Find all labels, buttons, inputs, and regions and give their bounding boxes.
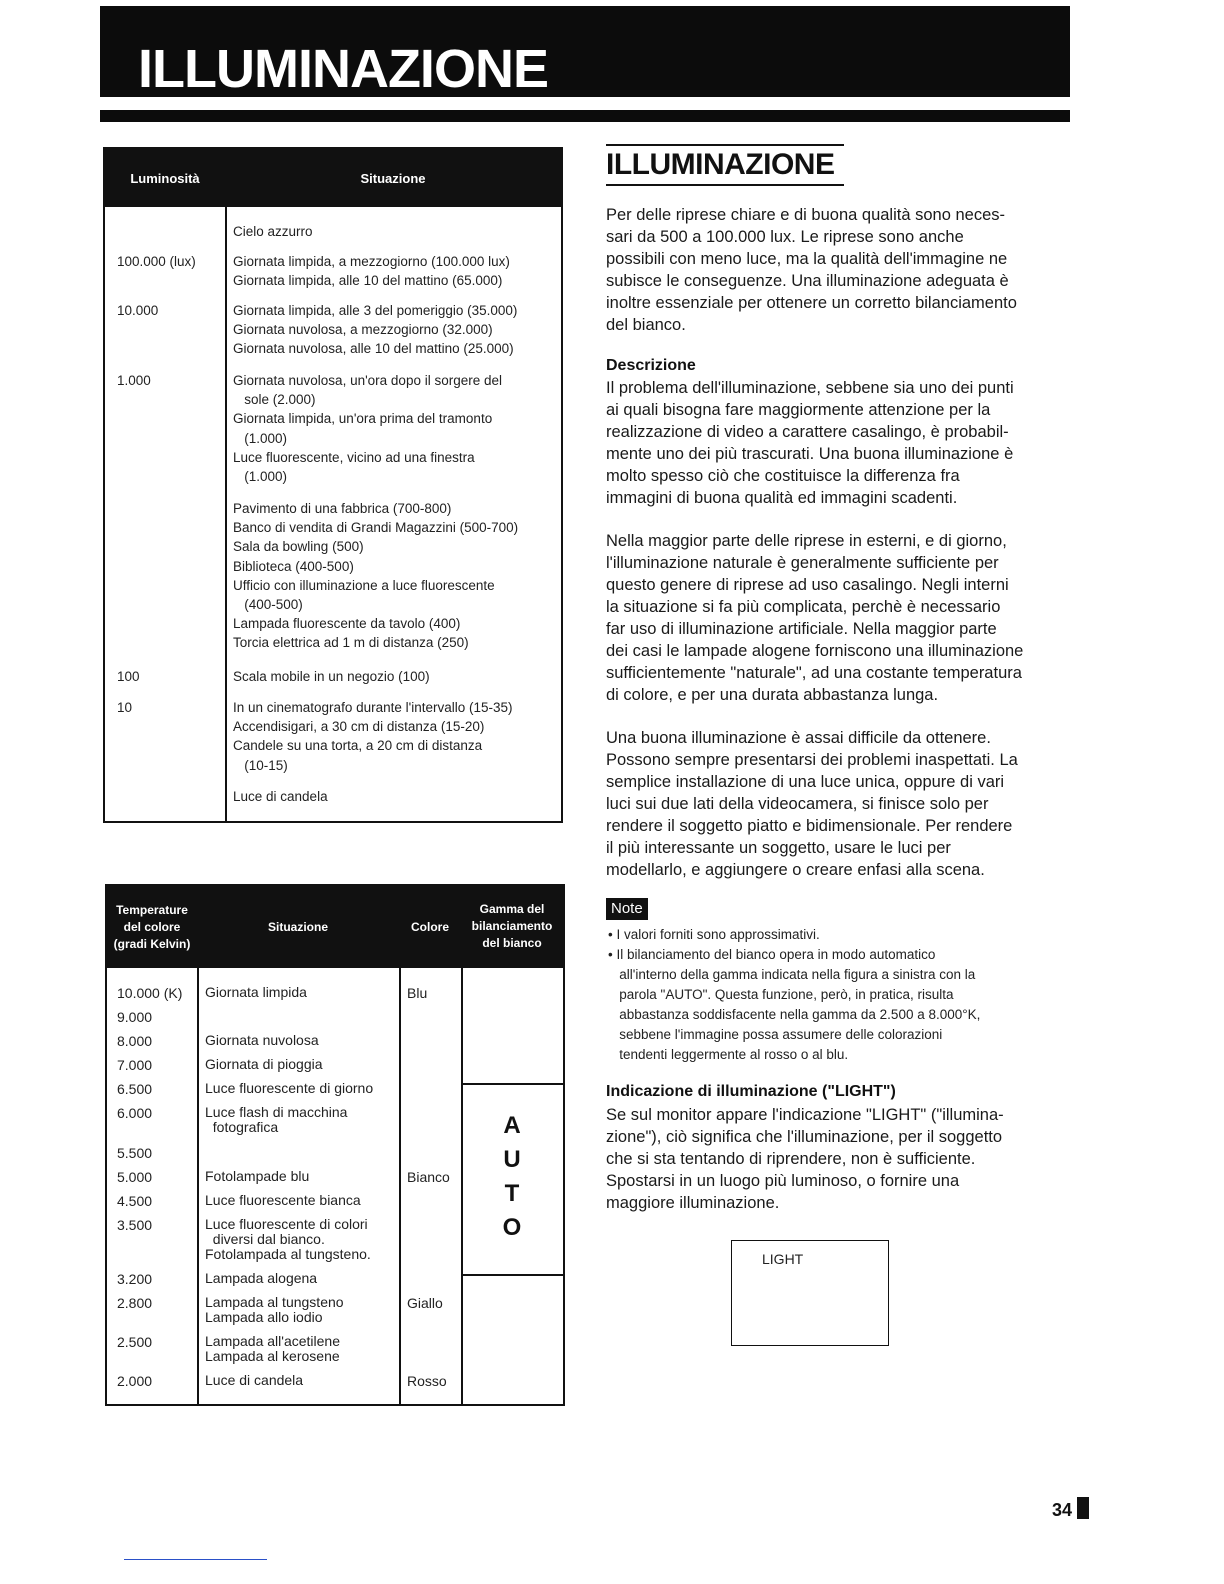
intro-line: del bianco. — [606, 316, 686, 334]
situazione-line: Candele su una torta, a 20 cm di distanza — [233, 738, 483, 754]
para2-line: Nella maggior parte delle riprese in esterni, e di giorno, — [606, 532, 1007, 550]
para3-line: rendere il soggetto piatto e bidimensionale. Per rendere — [606, 817, 1013, 835]
situazione-line: Giornata nuvolosa, alle 10 del mattino (25.000) — [233, 341, 514, 357]
header-situazione: Situazione — [360, 171, 426, 186]
situazione-line: Lampada alogena — [205, 1270, 318, 1286]
light_text-line: Se sul monitor appare l'indicazione "LIGHT" ("illumina- — [606, 1106, 1004, 1124]
good-lighting-paragraph — [606, 727, 1018, 881]
header-luminosita: Luminosità — [130, 171, 200, 186]
natural-light-paragraph — [606, 530, 1023, 706]
color-temperature-table — [105, 884, 565, 1406]
situazione-line: Luce di candela — [233, 789, 328, 804]
kelvin-cell: 4.500 — [117, 1193, 153, 1209]
para2-line: dei casi le lampade alogene forniscono una illuminazione — [606, 642, 1024, 660]
para2-line: far uso di illuminazione artificiale. Nella maggior parte — [606, 620, 997, 638]
situazione-line: Fotolampade blu — [205, 1168, 310, 1184]
situazione-line: Luce flash di macchina — [205, 1104, 348, 1120]
page-marker — [1077, 1497, 1089, 1519]
note-line: sebbene l'immagine possa assumere delle colorazioni — [608, 1027, 943, 1042]
luminosita-cell: 1.000 — [117, 373, 151, 388]
luminosita-cell: 10.000 — [117, 303, 159, 318]
note-badge: Note — [606, 898, 648, 920]
footer-line — [124, 1559, 267, 1560]
para3-line: Possono sempre presentarsi dei problemi inaspettati. La — [606, 751, 1018, 769]
situazione-line: (1.000) — [233, 430, 288, 446]
situazione-line: Luce fluorescente di colori — [205, 1216, 368, 1232]
section-title-underline — [606, 184, 844, 186]
situazione-line: Luce fluorescente di giorno — [205, 1080, 374, 1096]
column-divider — [225, 149, 227, 821]
auto-letter: O — [502, 1214, 522, 1241]
auto-letter: T — [504, 1180, 520, 1207]
situazione-line: (400-500) — [233, 597, 303, 612]
situazione-line: Giornata limpida, alle 10 del mattino (65.000) — [233, 273, 503, 289]
auto-range-bottom-rule — [461, 1274, 563, 1276]
situazione-line: Giornata limpida, un'ora prima del tramonto — [233, 411, 493, 427]
situazione-line: Lampada al kerosene — [205, 1348, 340, 1364]
note-line: parola "AUTO". Questa funzione, però, in pratica, risulta — [608, 987, 954, 1002]
para3-line: il più interessante un soggetto, usare le luci per — [606, 839, 951, 857]
kelvin-cell: 6.500 — [117, 1081, 153, 1097]
kelvin-cell: 2.500 — [117, 1334, 153, 1350]
notes-list — [608, 925, 980, 1065]
descrizione-line: mente uno dei più trascurati. Una buona illuminazione è — [606, 445, 1014, 463]
header-rule — [100, 110, 1070, 122]
situazione-line: Giornata limpida — [205, 984, 307, 1000]
descrizione-line: Il problema dell'illuminazione, sebbene sia uno dei punti — [606, 379, 1014, 397]
situazione-line: (1.000) — [233, 469, 288, 484]
kelvin-cell: 6.000 — [117, 1105, 153, 1121]
descrizione-paragraph — [606, 377, 1014, 509]
kelvin-cell: 7.000 — [117, 1057, 153, 1073]
light_text-line: Spostarsi in un luogo più luminoso, o fornire una — [606, 1172, 960, 1190]
column-divider — [461, 886, 463, 1404]
kelvin-cell: 2.800 — [117, 1295, 153, 1311]
situazione-line: Fotolampada al tungsteno. — [205, 1246, 371, 1262]
header-temperature-line: Temperature — [116, 903, 188, 917]
para2-line: questo genere di riprese ad uso casalingo. Negli interni — [606, 576, 1009, 594]
para3-line: semplice installazione di una luce unica, oppure di vari — [606, 773, 1005, 791]
situazione-line: Luce fluorescente, vicino ad una finestra — [233, 449, 475, 465]
kelvin-cell: 3.500 — [117, 1217, 153, 1233]
page-number: 34 — [1052, 1500, 1073, 1520]
light_text-line: che si sta tentando di riprendere, non è sufficiente. — [606, 1150, 976, 1168]
kelvin-cell: 10.000 (K) — [117, 985, 183, 1001]
column-divider — [399, 886, 401, 1404]
situazione-line: Lampada fluorescente da tavolo (400) — [233, 616, 461, 632]
section-title-overline — [606, 144, 844, 146]
auto-range-top-rule — [461, 1083, 563, 1085]
light-indicator-paragraph — [606, 1104, 1004, 1214]
colore-cell: Blu — [407, 985, 428, 1001]
header-colore: Colore — [410, 920, 449, 934]
situazione-line: Lampada allo iodio — [205, 1309, 323, 1325]
header-situazione: Situazione — [267, 920, 328, 934]
luminosita-cell: 10 — [117, 700, 133, 715]
kelvin-cell: 3.200 — [117, 1271, 153, 1287]
note-line: tendenti leggermente al rosso o al blu. — [608, 1047, 849, 1062]
situazione-line: Biblioteca (400-500) — [233, 558, 354, 574]
intro-paragraph — [606, 204, 1017, 336]
descrizione-line: ai quali bisogna fare maggiormente attenzione per la — [606, 401, 991, 419]
colore-cell: Rosso — [407, 1373, 447, 1389]
para3-line: modellarlo, e aggiungere o creare enfasi alla scena. — [606, 861, 985, 879]
situazione-line: Giornata nuvolosa, a mezzogiorno (32.000) — [233, 322, 493, 338]
situazione-line: Scala mobile in un negozio (100) — [233, 669, 430, 684]
situazione-line: Luce di candela — [205, 1372, 304, 1388]
situazione-line: Luce fluorescente bianca — [205, 1192, 361, 1208]
intro-line: sari da 500 a 100.000 lux. Le riprese sono anche — [606, 228, 964, 246]
situazione-line: Giornata limpida, alle 3 del pomeriggio (35.000) — [233, 303, 518, 318]
para2-line: di colore, e per una durata abbastanza lunga. — [606, 686, 939, 704]
kelvin-cell: 5.500 — [117, 1145, 153, 1161]
situazione-line: (10-15) — [233, 757, 288, 773]
descrizione-line: immagini di buona qualità ed immagini scadenti. — [606, 489, 958, 507]
situazione-line: sole (2.000) — [233, 392, 316, 408]
kelvin-cell: 9.000 — [117, 1009, 153, 1025]
situazione-line: Torcia elettrica ad 1 m di distanza (250) — [233, 635, 469, 651]
situazione-line: Ufficio con illuminazione a luce fluorescente — [233, 577, 495, 593]
note-line: • I valori forniti sono approssimativi. — [608, 927, 820, 942]
section-title: ILLUMINAZIONE — [606, 148, 835, 181]
light-indicator-heading: Indicazione di illuminazione ("LIGHT") — [606, 1083, 896, 1100]
note-line: all'interno della gamma indicata nella figura a sinistra con la — [608, 967, 976, 982]
descrizione-line: molto spesso ciò che costituisce la differenza fra — [606, 467, 960, 485]
header-gamma-line: Gamma del — [479, 902, 545, 916]
header-gamma-line: bilanciamento — [471, 919, 553, 933]
para3-line: Una buona illuminazione è assai difficile da ottenere. — [606, 729, 991, 747]
header-temperature — [107, 902, 197, 953]
para3-line: luci sui due lati della videocamera, si finisce solo per — [606, 795, 989, 813]
colore-cell: Giallo — [407, 1295, 443, 1311]
situazione-line: Giornata nuvolosa, un'ora dopo il sorgere del — [233, 373, 502, 388]
auto-letter: A — [503, 1112, 521, 1139]
situazione-line: In un cinematografo durante l'intervallo (15-35) — [233, 700, 513, 715]
situazione-line: Sala da bowling (500) — [233, 539, 364, 555]
color-temperature-header — [107, 886, 563, 968]
situazione-line: Banco di vendita di Grandi Magazzini (500-700) — [233, 520, 519, 536]
intro-line: possibili con meno luce, ma la qualità dell'immagine ne — [606, 250, 1008, 268]
situazione-line: Giornata nuvolosa — [205, 1032, 319, 1048]
colore-cell: Bianco — [407, 1169, 450, 1185]
header-gamma — [461, 901, 563, 952]
luminance-table — [103, 147, 563, 823]
column-divider — [197, 886, 199, 1404]
situazione-line: Giornata limpida, a mezzogiorno (100.000 lux) — [233, 254, 510, 269]
descrizione-heading: Descrizione — [606, 357, 696, 374]
intro-line: subisce le conseguenze. Una illuminazione adeguata è — [606, 272, 1009, 290]
luminance-table-header — [105, 149, 561, 207]
situazione-line: Pavimento di una fabbrica (700-800) — [233, 501, 452, 516]
auto-letter: U — [503, 1146, 521, 1173]
intro-line: Per delle riprese chiare e di buona qualità sono neces- — [606, 206, 1005, 224]
para2-line: la situazione si fa più complicata, perchè è necessario — [606, 598, 1001, 616]
page-title: ILLUMINAZIONE — [138, 39, 548, 99]
kelvin-cell: 8.000 — [117, 1033, 153, 1049]
descrizione-line: realizzazione di video a carattere casalingo, è probabil- — [606, 423, 1009, 441]
light_text-line: zione"), ciò significa che l'illuminazione, per il soggetto — [606, 1128, 1003, 1146]
para2-line: sufficientemente "naturale", ad una costante temperatura — [606, 664, 1022, 682]
header-temperature-line: del colore — [123, 920, 181, 934]
kelvin-cell: 2.000 — [117, 1373, 153, 1389]
intro-line: inoltre essenziale per ottenere un corretto bilanciamento — [606, 294, 1017, 312]
light_text-line: maggiore illuminazione. — [606, 1194, 780, 1212]
situazione-line: Giornata di pioggia — [205, 1056, 323, 1072]
situazione-line: Cielo azzurro — [233, 224, 313, 239]
situazione-line: Lampada al tungsteno — [205, 1294, 344, 1310]
luminosita-cell: 100.000 (lux) — [117, 254, 196, 269]
kelvin-cell: 5.000 — [117, 1169, 153, 1185]
situazione-line: Accendisigari, a 30 cm di distanza (15-20) — [233, 719, 485, 735]
luminosita-cell: 100 — [117, 669, 140, 684]
situazione-line: diversi dal bianco. — [205, 1231, 325, 1247]
light-indicator-text: LIGHT — [762, 1251, 804, 1267]
header-temperature-line: (gradi Kelvin) — [113, 937, 191, 951]
note-line: • Il bilanciamento del bianco opera in modo automatico — [608, 947, 936, 962]
note-line: abbastanza soddisfacente nella gamma da 2.500 a 8.000°K, — [608, 1007, 981, 1022]
situazione-line: Lampada all'acetilene — [205, 1333, 340, 1349]
header-gamma-line: del bianco — [482, 936, 542, 950]
para2-line: l'illuminazione naturale è generalmente sufficiente per — [606, 554, 999, 572]
situazione-line: fotografica — [205, 1119, 279, 1135]
monitor-display — [731, 1240, 889, 1346]
